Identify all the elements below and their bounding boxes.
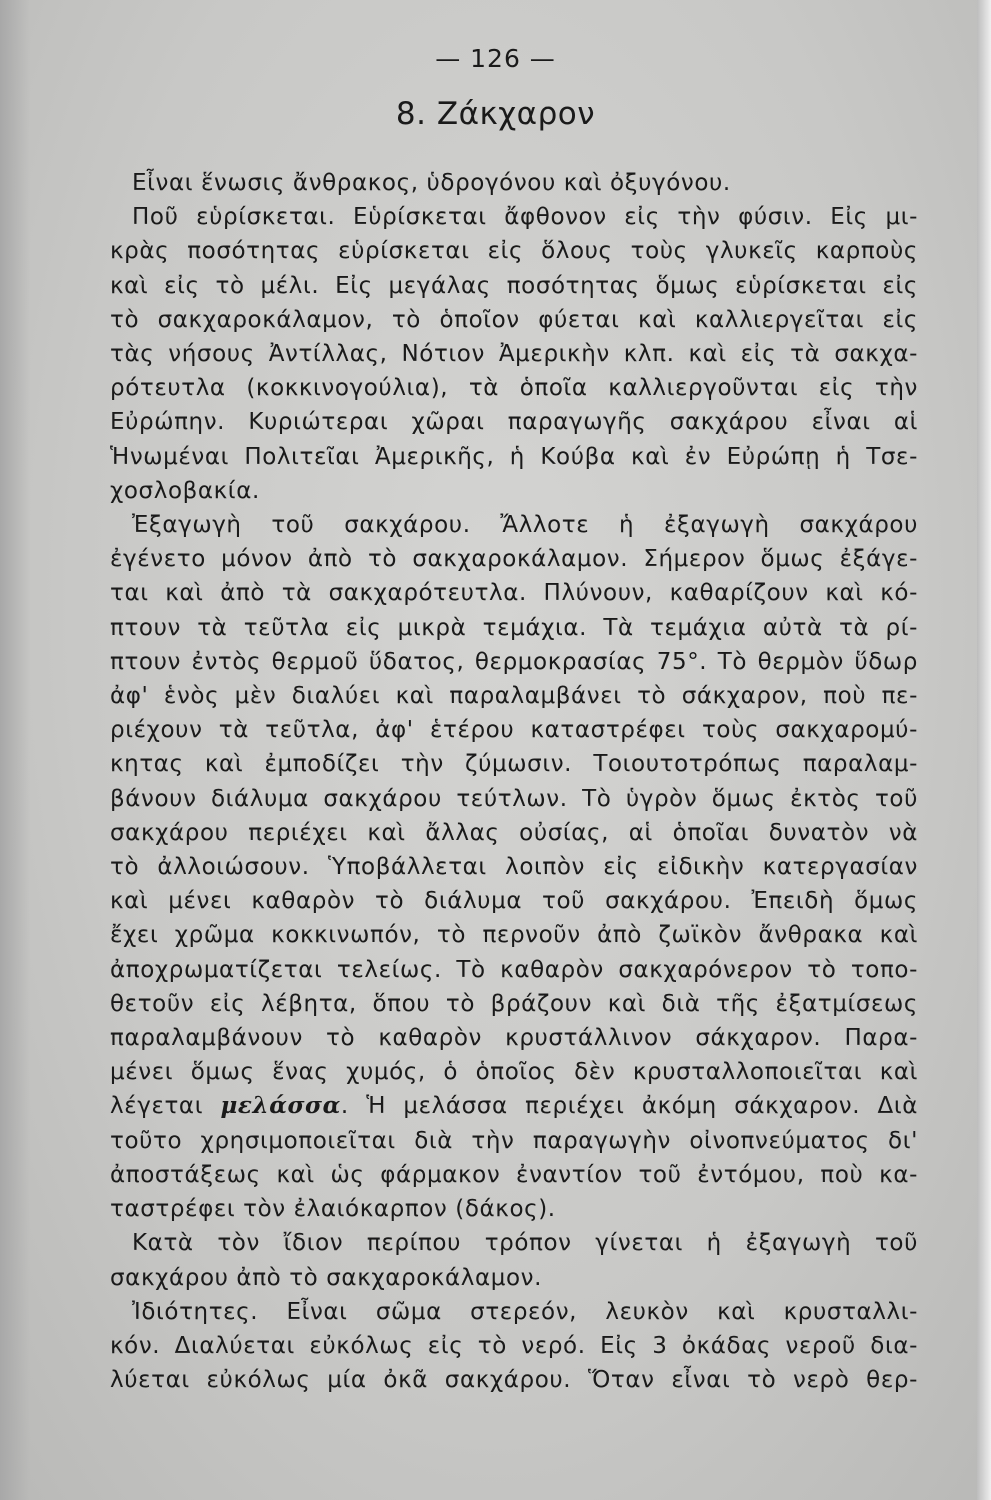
text-line: Ποῦ εὑρίσκεται. Εὑρίσκεται ἄφθονον εἰς τὴν φύσιν. Εἰς μι- [132, 204, 918, 231]
text-line: ται καὶ ἀπὸ τὰ σακχαρότευτλα. Πλύνουν, καθαρίζουν καὶ κό- [110, 580, 918, 607]
text-line: Εὐρώπην. Κυριώτεραι χῶραι παραγωγῆς σακχάρου εἶναι αἱ [110, 409, 918, 436]
text-line: ἀποστάξεως καὶ ὡς φάρμακον ἐναντίον τοῦ ἐντόμου, ποὺ κα- [110, 1161, 918, 1188]
paragraph-where-found [110, 200, 918, 508]
page-edge-right [977, 0, 991, 1500]
text-line: κητας καὶ ἐμποδίζει τὴν ζύμωσιν. Τοιουτοτρόπως παραλαμ- [110, 751, 918, 778]
text-line: ριέχουν τὰ τεῦτλα, ἀφ' ἑτέρου καταστρέφει τοὺς σακχαρομύ- [110, 717, 918, 744]
text-line: Ἰδιότητες. Εἶναι σῶμα στερεόν, λευκὸν καὶ κρυσταλλι- [132, 1298, 918, 1325]
paragraph-same-method [110, 1226, 918, 1294]
text-line: χοσλοβακία. [110, 477, 260, 504]
melassa-before: λέγεται [110, 1093, 221, 1120]
text-line: Ἐξαγωγὴ τοῦ σακχάρου. Ἄλλοτε ἡ ἐξαγωγὴ σακχάρου [132, 512, 918, 539]
text-line: κόν. Διαλύεται εὐκόλως εἰς τὸ νερό. Εἰς 3 ὀκάδας νεροῦ δια- [110, 1332, 918, 1359]
paragraph-extraction [110, 508, 918, 1226]
text-line: κρὰς ποσότητας εὑρίσκεται εἰς ὅλους τοὺς γλυκεῖς καρποὺς [110, 238, 918, 265]
melassa-emphasis: μελάσσα [220, 1092, 341, 1120]
text-line: τοῦτο χρησιμοποιεῖται διὰ τὴν παραγωγὴν οἰνοπνεύματος δι' [110, 1127, 918, 1154]
paragraph-intro [110, 166, 918, 200]
text-line: ἐγένετο μόνον ἀπὸ τὸ σακχαροκάλαμον. Σήμερον ὅμως ἐξάγε- [110, 546, 918, 573]
text-line: τὰς νήσους Ἀντίλλας, Νότιον Ἀμερικὴν κλπ. καὶ εἰς τὰ σακχα- [110, 341, 918, 368]
text-line: παραλαμβάνουν τὸ καθαρὸν κρυστάλλινον σάκχαρον. Παρα- [110, 1025, 918, 1052]
page-shadow-left [0, 0, 30, 1500]
melassa-after: . Ἡ μελάσσα περιέχει ἀκόμη σάκχαρον. Διὰ [340, 1093, 919, 1120]
text-line: τὸ ἀλλοιώσουν. Ὑποβάλλεται λοιπὸν εἰς εἰδικὴν κατεργασίαν [110, 854, 918, 881]
text-line: Ἡνωμέναι Πολιτεῖαι Ἀμερικῆς, ἡ Κούβα καὶ ἐν Εὐρώπῃ ἡ Τσε- [110, 443, 918, 470]
text-line: ἀφ' ἑνὸς μὲν διαλύει καὶ παραλαμβάνει τὸ σάκχαρον, ποὺ πε- [110, 683, 918, 710]
text-line: πτουν ἐντὸς θερμοῦ ὕδατος, θερμοκρασίας 75°. Τὸ θερμὸν ὕδωρ [110, 648, 918, 675]
page-number: — 126 — [435, 44, 556, 73]
text-line-melassa [110, 1089, 918, 1123]
paragraph-properties [110, 1295, 918, 1398]
text-line: καὶ εἰς τὸ μέλι. Εἰς μεγάλας ποσότητας ὅμως εὑρίσκεται εἰς [110, 272, 918, 299]
body-text [110, 166, 918, 1397]
text-line: Εἶναι ἕνωσις ἄνθρακος, ὑδρογόνου καὶ ὀξυγόνου. [132, 170, 731, 196]
text-line: ἀποχρωματίζεται τελείως. Τὸ καθαρὸν σακχαρόνερον τὸ τοπο- [110, 956, 918, 983]
text-line: πτουν τὰ τεῦτλα εἰς μικρὰ τεμάχια. Τὰ τεμάχια αὐτὰ τὰ ρί- [110, 614, 918, 641]
text-line: βάνουν διάλυμα σακχάρου τεύτλων. Τὸ ὑγρὸν ὅμως ἐκτὸς τοῦ [110, 785, 918, 812]
text-line: θετοῦν εἰς λέβητα, ὅπου τὸ βράζουν καὶ διὰ τῆς ἐξατμίσεως [110, 990, 918, 1017]
text-line: λύεται εὐκόλως μία ὀκᾶ σακχάρου. Ὅταν εἶναι τὸ νερὸ θερ- [110, 1367, 918, 1394]
text-line: σακχάρου ἀπὸ τὸ σακχαροκάλαμον. [110, 1264, 543, 1291]
text-line: μένει ὅμως ἕνας χυμός, ὁ ὁποῖος δὲν κρυσταλλοποιεῖται καὶ [110, 1059, 918, 1086]
text-line: τὸ σακχαροκάλαμον, τὸ ὁποῖον φύεται καὶ καλλιεργεῖται εἰς [110, 306, 918, 333]
text-line: καὶ μένει καθαρὸν τὸ διάλυμα τοῦ σακχάρου. Ἐπειδὴ ὅμως [110, 888, 918, 915]
text-line: σακχάρου περιέχει καὶ ἄλλας οὐσίας, αἱ ὁποῖαι δυνατὸν νὰ [110, 819, 918, 846]
text-line: ἔχει χρῶμα κοκκινωπόν, τὸ περνοῦν ἀπὸ ζωϊκὸν ἄνθρακα καὶ [110, 922, 918, 949]
text-line: ταστρέφει τὸν ἐλαιόκαρπον (δάκος). [110, 1196, 556, 1223]
text-line: Κατὰ τὸν ἴδιον περίπου τρόπον γίνεται ἡ ἐξαγωγὴ τοῦ [132, 1230, 918, 1257]
section-title: 8. Ζάκχαρον [395, 96, 596, 132]
text-line: ρότευτλα (κοκκινογούλια), τὰ ὁποῖα καλλιεργοῦνται εἰς τὴν [110, 375, 918, 402]
